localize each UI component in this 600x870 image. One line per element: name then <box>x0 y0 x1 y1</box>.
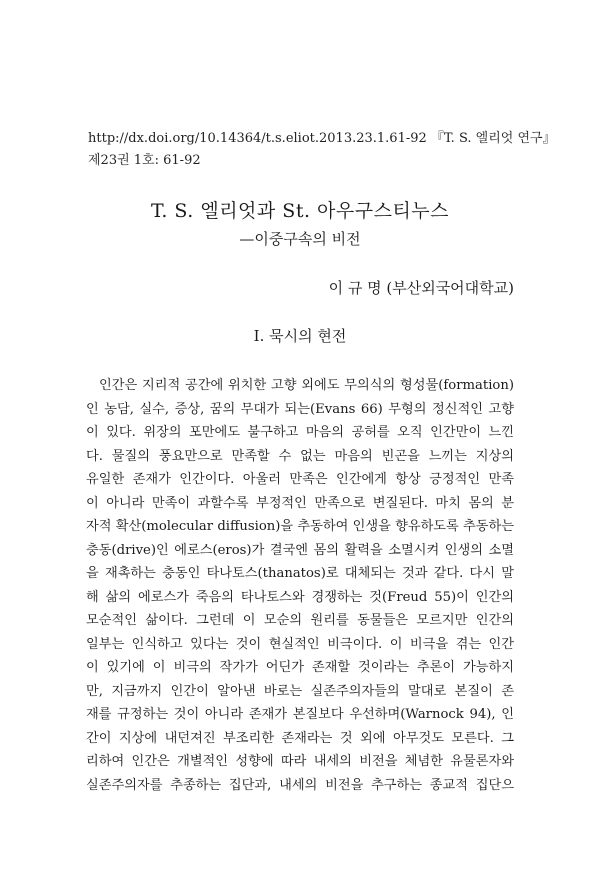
volume-line: 제23권 1호: 61-92 <box>88 153 201 168</box>
article-subtitle: —이중구속의 비전 <box>239 230 361 248</box>
body-line: 이 아니라 만족이 과할수록 부정적인 만족으로 변질된다. 마치 몸의 분 <box>86 495 514 511</box>
body-line: 해 삶의 에로스가 죽음의 타나토스와 경쟁하는 것(Freud 55)이 인간의 <box>86 589 514 605</box>
body-line: 이 있다. 위장의 포만에도 불구하고 마음의 공허를 오직 인간만이 느낀 <box>86 425 514 440</box>
section-heading: Ⅰ. 묵시의 현전 <box>253 327 347 345</box>
body-line: 간이 지상에 내던져진 부조리한 존재라는 것 외에 아무것도 모른다. 그 <box>86 730 514 746</box>
body-line: 일부는 인식하고 있다는 것이 현실적인 비극이다. 이 비극을 겪는 인간 <box>86 636 514 652</box>
body-line: 인 농담, 실수, 증상, 꿈의 무대가 되는(Evans 66) 무형의 정신적인 고향 <box>86 401 514 417</box>
body-line: 재를 규정하는 것이 아니라 존재가 본질보다 우선하며(Warnock 94), 인 <box>86 707 514 722</box>
body-line: 자적 확산(molecular diffusion)을 추동하여 인생을 향유하도록 추동하는 <box>86 519 514 534</box>
body-line: 유일한 존재가 인간이다. 아울러 만족은 인간에게 항상 긍정적인 만족 <box>86 472 514 487</box>
article-title: T. S. 엘리엇과 St. 아우구스티누스 <box>150 200 450 222</box>
body-line: 충동(drive)인 에로스(eros)가 결국엔 몸의 활력을 소멸시켜 인생의 소멸 <box>86 542 514 558</box>
citation-header <box>88 128 556 172</box>
body-line: 다. 물질의 풍요만으로 만족할 수 없는 마음의 빈곤을 느끼는 지상의 <box>86 448 514 464</box>
body-line: 실존주의자를 추종하는 집단과, 내세의 비전을 추구하는 종교적 집단으 <box>86 777 514 793</box>
body-line: 을 재촉하는 충동인 타나토스(thanatos)로 대체되는 것과 같다. 다시 말 <box>86 566 514 581</box>
body-line: 리하여 인간은 개별적인 성향에 따라 내세의 비전을 체념한 유물론자와 <box>86 754 514 769</box>
doi-line: http://dx.doi.org/10.14364/t.s.eliot.2013.23.1.61-92 『T. S. 엘리엇 연구』 <box>88 131 556 146</box>
body-line: 모순적인 삶이다. 그런데 이 모순의 원리를 동물들은 모르지만 인간의 <box>86 613 514 628</box>
title-block <box>0 198 600 250</box>
author-affiliation: 이 규 명 (부산외국어대학교) <box>328 279 514 297</box>
body-line: 인간은 지리적 공간에 위치한 고향 외에도 무의식의 형성물(formation) <box>99 378 514 393</box>
body-line: 이 있기에 이 비극의 작가가 어딘가 존재할 것이라는 추론이 가능하지 <box>86 660 514 675</box>
body-line: 만, 지금까지 인간이 알아낸 바로는 실존주의자들의 말대로 본질이 존 <box>86 683 514 699</box>
body-paragraph <box>86 374 514 797</box>
